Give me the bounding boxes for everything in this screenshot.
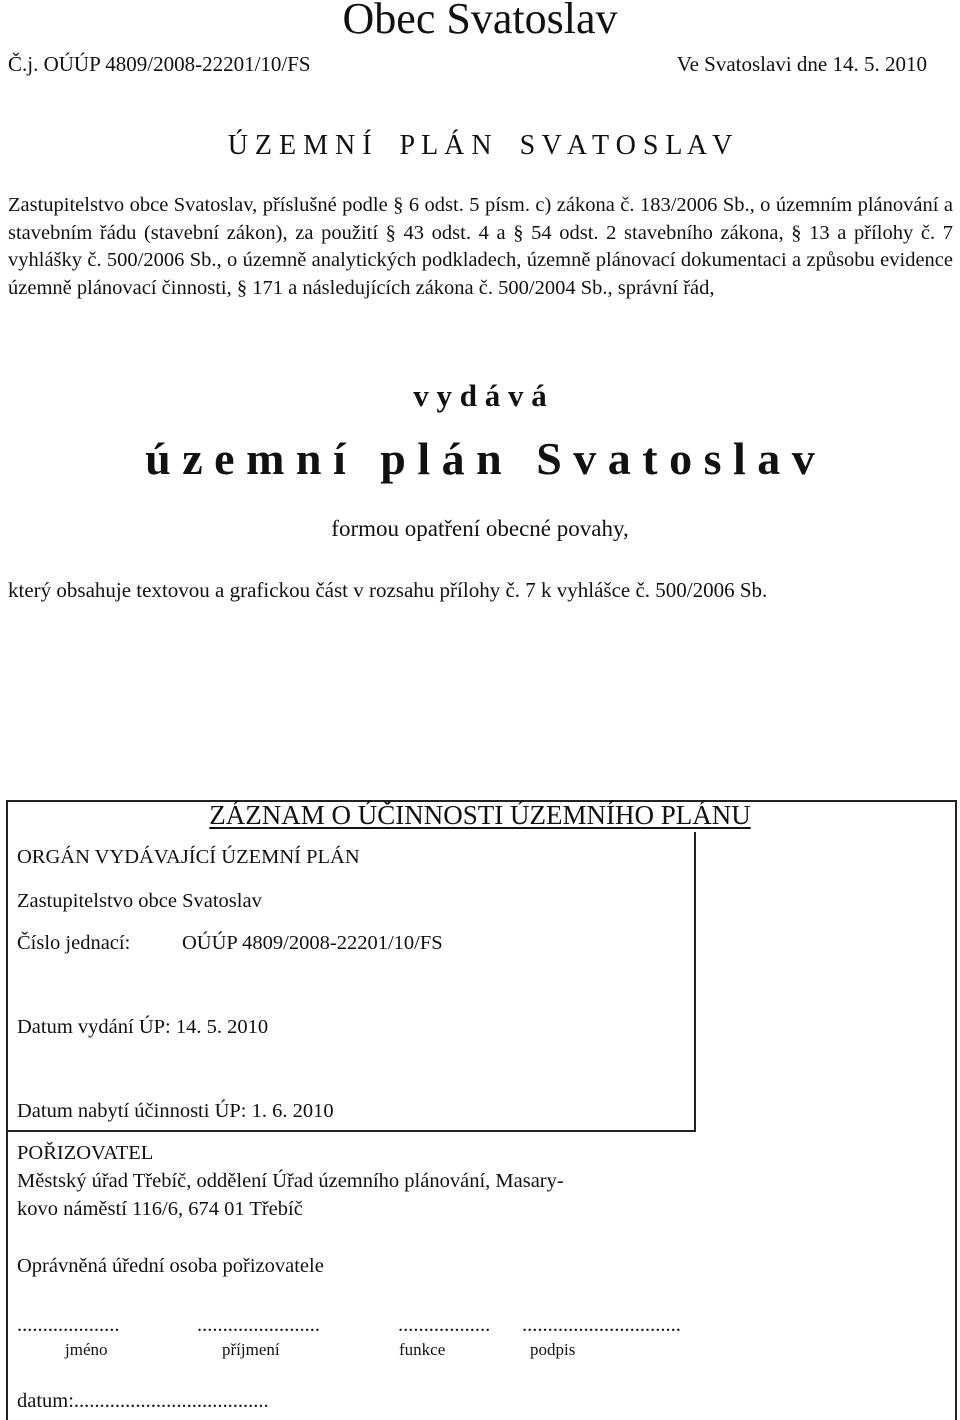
sig-label-prijmeni: příjmení (222, 1340, 280, 1359)
document-heading: Ú Z E M N Í P L Á N S V A T O S L A V (227, 130, 733, 161)
municipality-title: Obec Svatoslav (342, 0, 618, 43)
cislo-label: Číslo jednací: (17, 932, 131, 954)
sig-label-podpis: podpis (530, 1340, 576, 1359)
opravnena-osoba: Oprávněná úřední osoba pořizovatele (17, 1255, 324, 1277)
dots-jmeno: .................... (17, 1314, 120, 1336)
intro-text: Zastupitelstvo obce Svatoslav, příslušné podle § 6 odst. 5 písm. c) zákona č. 183/2006 Sb., o územním plánování a stavebním řádu (stavební zákon), za použití § 43 odst. 4 a § 54 odst. 2 stavebního zákona, § 13 a přílohy č. 7 vyhlášky č. 500/2006 Sb., o územně analytických podkladech, územně plánovací dokumentaci a způsobu evidence územně plánovací činnosti, § 171 a následujících zákona č. 500/2004 Sb., správní řád, (8, 194, 953, 299)
organ-label: ORGÁN VYDÁVAJÍCÍ ÚZEMNÍ PLÁN (17, 846, 360, 868)
content-statement: který obsahuje textovou a grafickou část v rozsahu přílohy č. 7 k vyhlášce č. 500/2006 Sb. (8, 578, 768, 602)
record-title: ZÁZNAM O ÚČINNOSTI ÚZEMNÍHO PLÁNU (209, 800, 751, 830)
intro-paragraph (8, 192, 953, 302)
organ-name: Zastupitelstvo obce Svatoslav (17, 890, 262, 912)
porizovatel-label: POŘIZOVATEL (17, 1142, 154, 1164)
dots-prijmeni: ........................ (197, 1314, 320, 1336)
datum-signature-line: datum:...................................... (17, 1390, 269, 1412)
datum-vydani: Datum vydání ÚP: 14. 5. 2010 (17, 1016, 269, 1038)
datum-nabyti: Datum nabytí účinnosti ÚP: 1. 6. 2010 (17, 1100, 334, 1122)
sig-label-jmeno: jméno (65, 1340, 108, 1359)
porizovatel-line1: Městský úřad Třebíč, oddělení Úřad územního plánování, Masary- (17, 1170, 564, 1192)
record-divider-horizontal (6, 1130, 696, 1132)
cislo-value: OÚÚP 4809/2008-22201/10/FS (182, 932, 443, 954)
dots-podpis: ............................... (522, 1314, 681, 1336)
dots-funkce: .................. (398, 1314, 491, 1336)
porizovatel-line2: kovo náměstí 116/6, 674 01 Třebíč (17, 1198, 303, 1220)
sig-label-funkce: funkce (399, 1340, 446, 1359)
vydava-heading: v y d á v á (413, 378, 547, 413)
reference-number: Č.j. OÚÚP 4809/2008-22201/10/FS (8, 52, 311, 76)
record-divider-vertical (694, 832, 696, 1132)
form-subtitle: formou opatření obecné povahy, (331, 516, 629, 541)
plan-heading: ú z e m n í p l á n S v a t o s l a v (145, 433, 815, 484)
issue-date: Ve Svatoslavi dne 14. 5. 2010 (676, 52, 927, 76)
